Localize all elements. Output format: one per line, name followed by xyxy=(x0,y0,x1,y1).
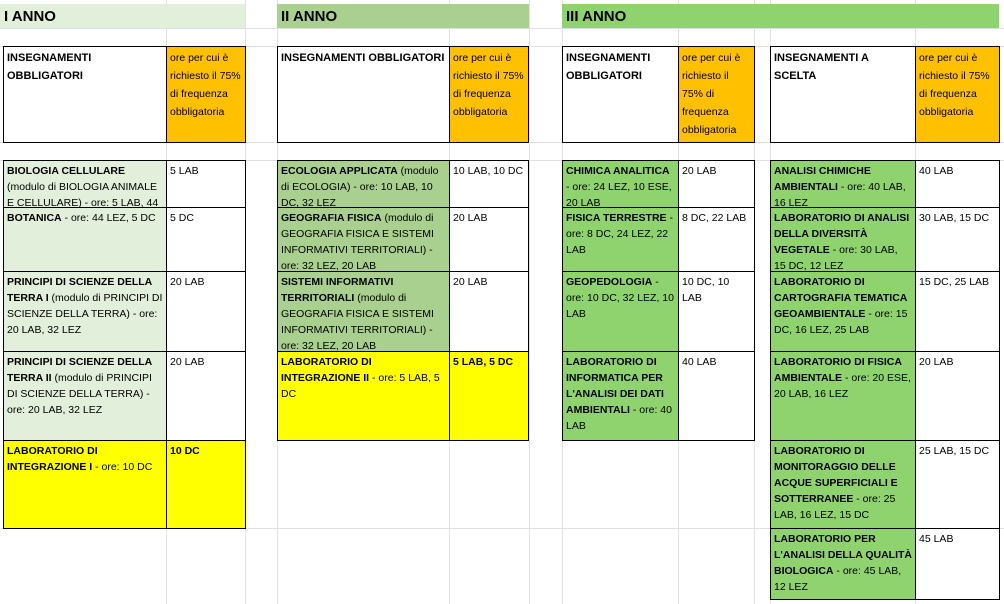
elective-hours-cell: 15 DC, 25 LAB xyxy=(915,271,1000,352)
course-name: GEOGRAFIA FISICA xyxy=(281,212,382,224)
year2-hours-header: ore per cui è richiesto il 75% di frequenza obbligatoria xyxy=(449,46,529,143)
course-detail: (modulo di GEOGRAFIA FISICA E SISTEMI INFORMATIVI TERRITORIALI) - ore: 32 LEZ, 20 LAB xyxy=(281,212,434,272)
year2-banner: II ANNO xyxy=(277,4,529,28)
year3-course-cell xyxy=(562,160,679,208)
year3-hours-cell: 40 LAB xyxy=(678,351,755,441)
year1-course-cell xyxy=(3,440,167,529)
elective-course-cell xyxy=(770,160,916,208)
year1-hours-cell: 20 LAB xyxy=(166,351,246,441)
course-detail: (modulo di PRINCIPI DI SCIENZE DELLA TERRA) - ore: 20 LAB, 32 LEZ xyxy=(7,292,163,336)
course-detail: - ore: 20 ESE, 20 LAB, 16 LEZ xyxy=(774,372,911,400)
course-detail: (modulo di PRINCIPI DI SCIENZE DELLA TERRA) - ore: 20 LAB, 32 LEZ xyxy=(7,372,152,416)
year3-hours-cell: 20 LAB xyxy=(678,160,755,208)
course-detail: - ore: 24 LEZ, 10 ESE, 20 LAB xyxy=(566,181,672,208)
elective-hours-cell: 20 LAB xyxy=(915,351,1000,441)
year2-hours-cell: 20 LAB xyxy=(449,207,529,272)
elective-hours-cell: 45 LAB xyxy=(915,528,1000,600)
year3-course-header: INSEGNAMENTI OBBLIGATORI xyxy=(562,46,679,143)
year1-course-cell xyxy=(3,351,167,441)
year3-hours-cell: 10 DC, 10 LAB xyxy=(678,271,755,352)
course-name: LABORATORIO PER L'ANALISI DELLA QUALITÀ BIOLOGICA xyxy=(774,533,913,577)
course-detail: - ore: 15 DC, 16 LEZ, 25 LAB xyxy=(774,308,908,336)
year2-course-header: INSEGNAMENTI OBBLIGATORI xyxy=(277,46,450,143)
grid-line xyxy=(0,28,1004,29)
year2-hours-cell: 10 LAB, 10 DC xyxy=(449,160,529,208)
course-detail: - ore: 10 DC, 32 LEZ, 10 LAB xyxy=(566,276,674,320)
year1-hours-cell: 20 LAB xyxy=(166,271,246,352)
elective-course-cell xyxy=(770,351,916,441)
course-detail: - ore: 25 LAB, 16 LEZ, 15 DC xyxy=(774,493,896,521)
elective-hours-cell: 40 LAB xyxy=(915,160,1000,208)
course-detail: (modulo di BIOLOGIA ANIMALE E CELLULARE) - ore: 5 LAB, 44 xyxy=(7,181,159,208)
year1-hours-cell: 5 LAB xyxy=(166,160,246,208)
elective-course-cell xyxy=(770,271,916,352)
course-name: FISICA TERRESTRE xyxy=(566,212,667,224)
year1-hours-cell: 5 DC xyxy=(166,207,246,272)
course-name: ANALISI CHIMICHE AMBIENTALI xyxy=(774,165,871,193)
course-detail: - ore: 30 LAB, 15 DC, 12 LEZ xyxy=(774,244,898,272)
year1-hours-header: ore per cui è richiesto il 75% di frequenza obbligatoria xyxy=(166,46,246,143)
course-name: ECOLOGIA APPLICATA xyxy=(281,165,398,177)
course-detail: (modulo di ECOLOGIA) - ore: 10 LAB, 10 DC, 32 LEZ xyxy=(281,165,439,208)
course-name: LABORATORIO DI FISICA AMBIENTALE xyxy=(774,356,902,384)
year2-course-cell xyxy=(277,207,450,272)
course-name: SISTEMI INFORMATIVI TERRITORIALI xyxy=(281,276,394,304)
course-detail: - ore: 10 DC xyxy=(92,461,153,473)
year3-banner: III ANNO xyxy=(562,4,999,28)
year2-hours-cell: 5 LAB, 5 DC xyxy=(449,351,529,441)
course-name: PRINCIPI DI SCIENZE DELLA TERRA I xyxy=(7,276,152,304)
course-detail: - ore: 40 LAB xyxy=(566,404,672,432)
course-detail: (modulo di GEOGRAFIA FISICA E SISTEMI INFORMATIVI TERRITORIALI) - ore: 32 LEZ, 20 LAB xyxy=(281,292,434,352)
elective-hours-cell: 25 LAB, 15 DC xyxy=(915,440,1000,529)
course-name: LABORATORIO DI MONITORAGGIO DELLE ACQUE SUPERFICIALI E SOTTERRANEE xyxy=(774,445,898,505)
year1-hours-cell: 10 DC xyxy=(166,440,246,529)
elective-course-cell xyxy=(770,440,916,529)
elective-course-cell xyxy=(770,528,916,600)
year2-course-cell xyxy=(277,160,450,208)
year3-course-cell xyxy=(562,271,679,352)
course-name: BOTANICA xyxy=(7,212,62,224)
course-detail: - ore: 45 LAB, 12 LEZ xyxy=(774,565,902,593)
course-name: LABORATORIO DI CARTOGRAFIA TEMATICA GEOAMBIENTALE xyxy=(774,276,907,320)
elective-course-header: INSEGNAMENTI A SCELTA xyxy=(770,46,916,143)
course-name: LABORATORIO DI INFORMATICA PER L'ANALISI DEI DATI AMBIENTALI xyxy=(566,356,664,416)
course-name: LABORATORIO DI INTEGRAZIONE II xyxy=(281,356,372,384)
year3-hours-cell: 8 DC, 22 LAB xyxy=(678,207,755,272)
course-detail: - ore: 8 DC, 24 LEZ, 22 LAB xyxy=(566,212,673,256)
elective-hours-header: ore per cui è richiesto il 75% di frequenza obbligatoria xyxy=(915,46,1000,143)
course-name: PRINCIPI DI SCIENZE DELLA TERRA II xyxy=(7,356,152,384)
year1-course-cell xyxy=(3,271,167,352)
course-name: LABORATORIO DI INTEGRAZIONE I xyxy=(7,445,98,473)
course-name: BIOLOGIA CELLULARE xyxy=(7,165,126,177)
year2-course-cell xyxy=(277,271,450,352)
course-detail: - ore: 5 LAB, 5 DC xyxy=(281,372,440,400)
year1-course-cell xyxy=(3,160,167,208)
course-name: CHIMICA ANALITICA xyxy=(566,165,670,177)
course-detail: - ore: 44 LEZ, 5 DC xyxy=(61,212,156,224)
year3-course-cell xyxy=(562,351,679,441)
elective-course-cell xyxy=(770,207,916,272)
elective-hours-cell: 30 LAB, 15 DC xyxy=(915,207,1000,272)
year1-course-cell xyxy=(3,207,167,272)
year1-banner: I ANNO xyxy=(0,4,245,28)
course-name: GEOPEDOLOGIA xyxy=(566,276,653,288)
year1-course-header: INSEGNAMENTI OBBLIGATORI xyxy=(3,46,167,143)
course-name: LABORATORIO DI ANALISI DELLA DIVERSITÀ VEGETALE xyxy=(774,212,910,256)
course-detail: - ore: 40 LAB, 16 LEZ xyxy=(774,181,906,208)
year2-course-cell xyxy=(277,351,450,441)
grid-line xyxy=(529,0,530,604)
year3-hours-header: ore per cui è richiesto il 75% di frequenza obbligatoria xyxy=(678,46,755,143)
year3-course-cell xyxy=(562,207,679,272)
year2-hours-cell: 20 LAB xyxy=(449,271,529,352)
